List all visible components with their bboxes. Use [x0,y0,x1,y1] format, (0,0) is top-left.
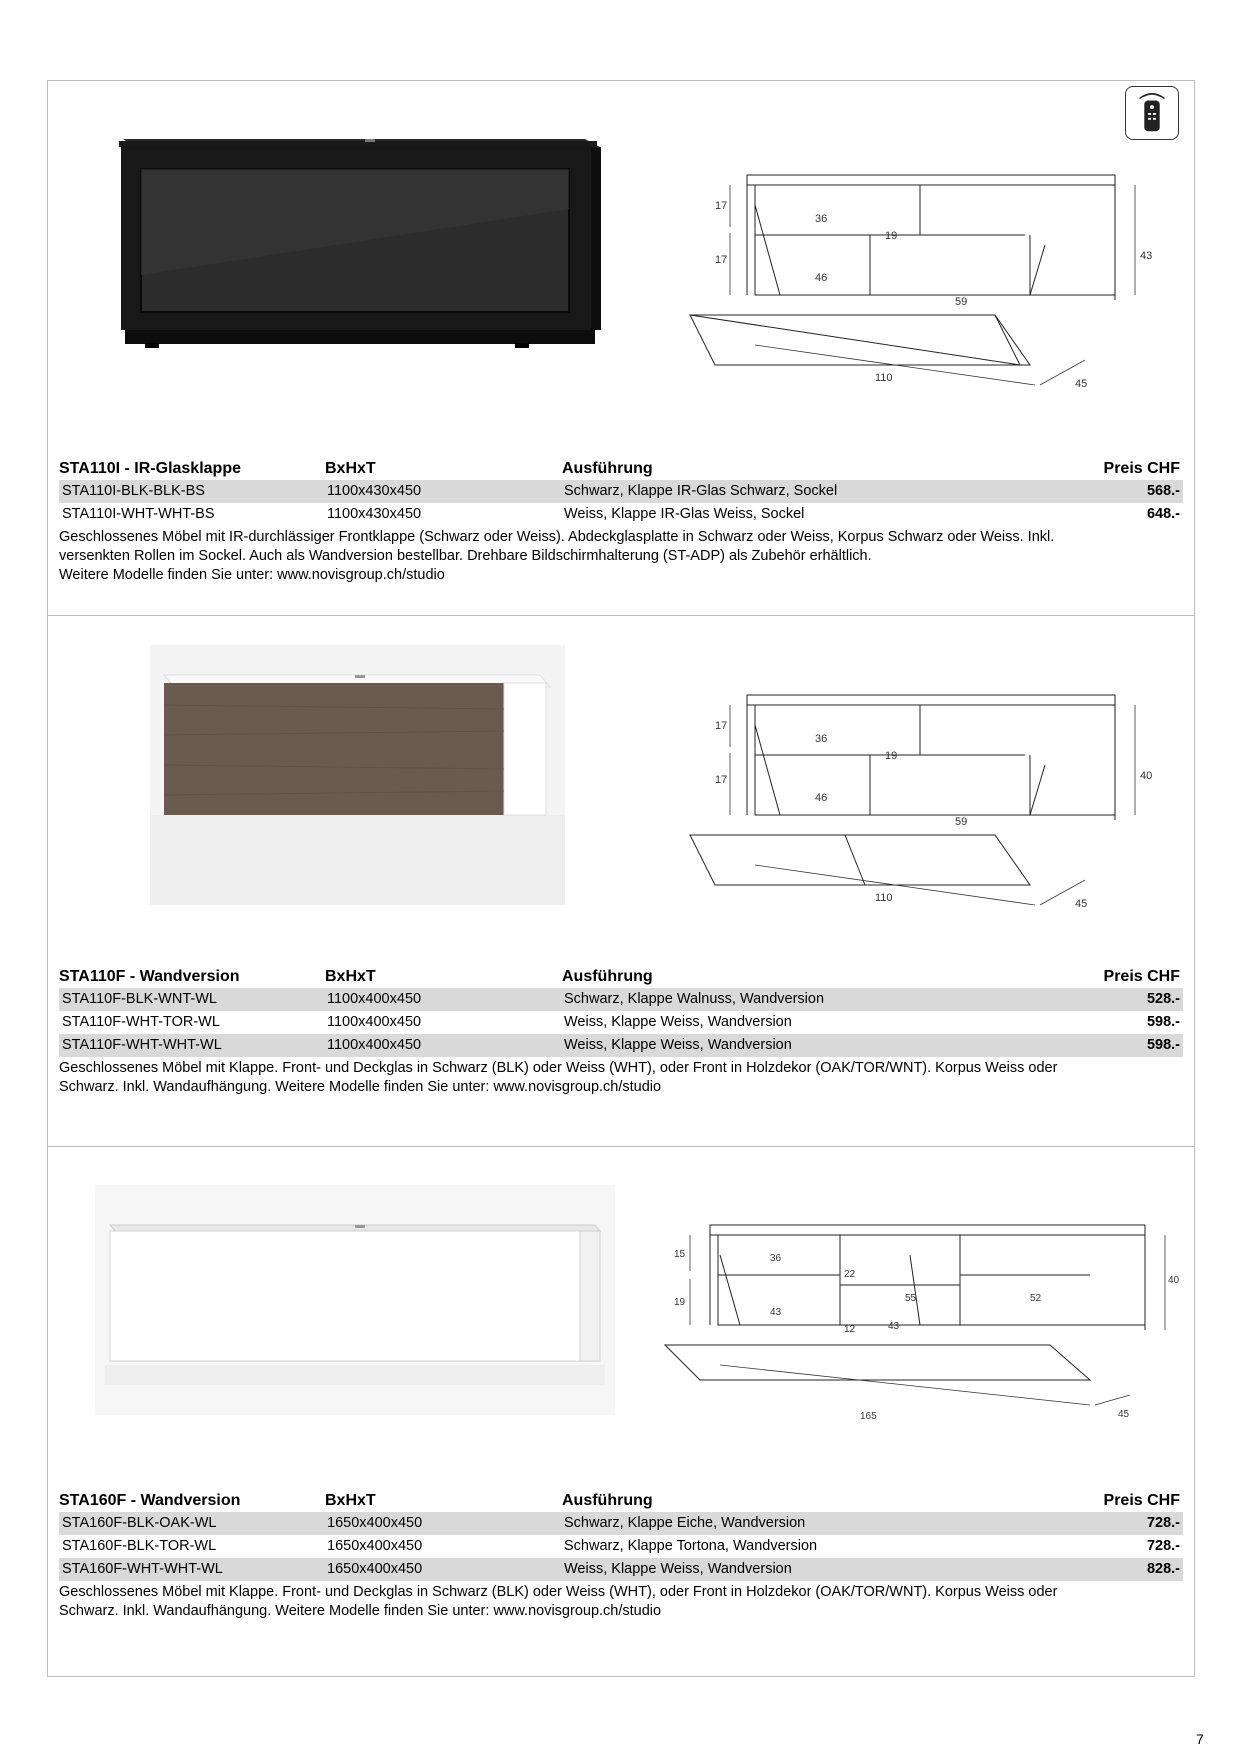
finish-header: Ausführung [562,460,653,477]
dim-label: 45 [1075,378,1088,390]
spec-header [59,458,1183,480]
dim-label: 19 [885,750,898,762]
spec-table-sta110f [59,966,1183,1097]
article-price: 598.- [1146,1037,1180,1053]
article-code: STA160F-BLK-TOR-WL [62,1538,217,1554]
dim-label: 40 [1168,1275,1180,1286]
product-title: STA160F - Wandversion [59,1492,241,1509]
article-finish: Schwarz, Klappe Tortona, Wandversion [564,1538,818,1554]
article-finish: Schwarz, Klappe Walnuss, Wandversion [564,991,825,1007]
dim-label: 110 [875,892,893,904]
article-finish: Weiss, Klappe Weiss, Wandversion [564,1014,792,1030]
article-price: 648.- [1146,506,1180,522]
dim-label: 110 [875,372,893,384]
article-price: 728.- [1146,1538,1180,1554]
article-finish: Schwarz, Klappe Eiche, Wandversion [564,1515,806,1531]
table-row [59,1512,1183,1535]
product-description [59,1583,1183,1621]
dim-label: 36 [770,1253,782,1264]
dim-label: 19 [674,1297,686,1308]
product-title: STA110I - IR-Glasklappe [59,460,241,477]
spec-header [59,1490,1183,1512]
dim-label: 165 [860,1411,877,1422]
article-dims: 1100x400x450 [327,1014,422,1030]
dim-label: 17 [715,774,728,786]
dim-label: 19 [885,230,898,242]
spec-header [59,966,1183,988]
dim-label: 59 [955,816,968,828]
dim-label: 46 [815,792,828,804]
table-row [59,1558,1183,1581]
product-photo-sta160f [95,1185,615,1415]
price-header: Preis CHF [1103,1492,1180,1509]
article-code: STA110I-WHT-WHT-BS [62,506,215,522]
description-line: Schwarz. Inkl. Wandaufhängung. Weitere Modelle finden Sie unter: www.novisgroup.ch/studio [59,1079,662,1095]
section-divider [47,1146,1195,1147]
table-row [59,1535,1183,1558]
article-code: STA110I-BLK-BLK-BS [62,483,205,499]
dim-label: 59 [955,296,968,308]
finish-header: Ausführung [562,1492,653,1509]
article-dims: 1100x430x450 [327,506,422,522]
article-finish: Weiss, Klappe Weiss, Wandversion [564,1037,792,1053]
dim-label: 22 [844,1269,856,1280]
spec-table-sta160f [59,1490,1183,1621]
article-price: 568.- [1146,483,1180,499]
product-photo-sta110f [150,645,565,905]
description-line: Geschlossenes Möbel mit Klappe. Front- und Deckglas in Schwarz (BLK) oder Weiss (WHT), oder Front in Holzdekor (OAK/TOR/WNT). Korpus Weiss oder [59,1584,1058,1600]
dim-label: 43 [1140,250,1153,262]
dim-label: 15 [674,1249,686,1260]
table-row [59,503,1183,526]
product-description [59,528,1183,585]
dimensions-header: BxHxT [325,1492,376,1509]
article-price: 728.- [1146,1515,1180,1531]
article-code: STA110F-WHT-WHT-WL [62,1037,222,1053]
technical-drawing-sta110i [685,155,1153,400]
dim-label: 36 [815,733,828,745]
price-header: Preis CHF [1103,460,1180,477]
dim-label: 17 [715,200,728,212]
dimensions-header: BxHxT [325,968,376,985]
article-dims: 1100x400x450 [327,1037,422,1053]
article-dims: 1650x400x450 [327,1561,423,1577]
product-photo-sta110i [115,125,600,355]
dim-label: 12 [844,1324,856,1335]
finish-header: Ausführung [562,968,653,985]
article-dims: 1650x400x450 [327,1515,423,1531]
dim-label: 45 [1118,1409,1130,1420]
dim-label: 17 [715,254,728,266]
dim-label: 45 [1075,898,1088,910]
table-row [59,1011,1183,1034]
article-price: 828.- [1146,1561,1180,1577]
article-code: STA110F-BLK-WNT-WL [62,991,217,1007]
technical-drawing-sta160f [660,1205,1180,1450]
technical-drawing-sta110f [685,675,1153,920]
dim-label: 55 [905,1293,917,1304]
dimensions-header: BxHxT [325,460,376,477]
price-header: Preis CHF [1103,968,1180,985]
description-line: versenkten Rollen im Sockel. Auch als Wandversion bestellbar. Drehbare Bildschirmhalterung (ST-ADP) als Zubehör erhältlich. [59,548,872,564]
article-finish: Schwarz, Klappe IR-Glas Schwarz, Sockel [564,483,838,499]
article-code: STA110F-WHT-TOR-WL [62,1014,220,1030]
description-line: Geschlossenes Möbel mit Klappe. Front- und Deckglas in Schwarz (BLK) oder Weiss (WHT), oder Front in Holzdekor (OAK/TOR/WNT). Korpus Weiss oder [59,1060,1058,1076]
dim-label: 46 [815,272,828,284]
table-row [59,988,1183,1011]
article-dims: 1100x430x450 [327,483,422,499]
article-dims: 1100x400x450 [327,991,422,1007]
dim-label: 43 [888,1321,900,1332]
dim-label: 17 [715,720,728,732]
table-row [59,1034,1183,1057]
description-line: Schwarz. Inkl. Wandaufhängung. Weitere Modelle finden Sie unter: www.novisgroup.ch/studio [59,1603,662,1619]
description-line: Weitere Modelle finden Sie unter: www.novisgroup.ch/studio [59,567,445,583]
table-row [59,480,1183,503]
dim-label: 40 [1140,770,1153,782]
article-dims: 1650x400x450 [327,1538,423,1554]
dim-label: 52 [1030,1293,1042,1304]
spec-table-sta110i [59,458,1183,585]
section-divider [47,615,1195,616]
product-title: STA110F - Wandversion [59,968,240,985]
article-finish: Weiss, Klappe Weiss, Wandversion [564,1561,792,1577]
remote-control-icon [1125,86,1179,140]
dim-label: 36 [815,213,828,225]
article-code: STA160F-WHT-WHT-WL [62,1561,223,1577]
page-number: 7 [1196,1731,1204,1747]
description-line: Geschlossenes Möbel mit IR-durchlässiger Frontklappe (Schwarz oder Weiss). Abdeckglasplatte in Schwarz oder Weiss, Korpus Schwarz oder Weiss. Inkl. [59,529,1055,545]
article-code: STA160F-BLK-OAK-WL [62,1515,217,1531]
dim-label: 43 [770,1307,782,1318]
article-price: 598.- [1146,1014,1180,1030]
article-finish: Weiss, Klappe IR-Glas Weiss, Sockel [564,506,805,522]
article-price: 528.- [1146,991,1180,1007]
product-description [59,1059,1183,1097]
